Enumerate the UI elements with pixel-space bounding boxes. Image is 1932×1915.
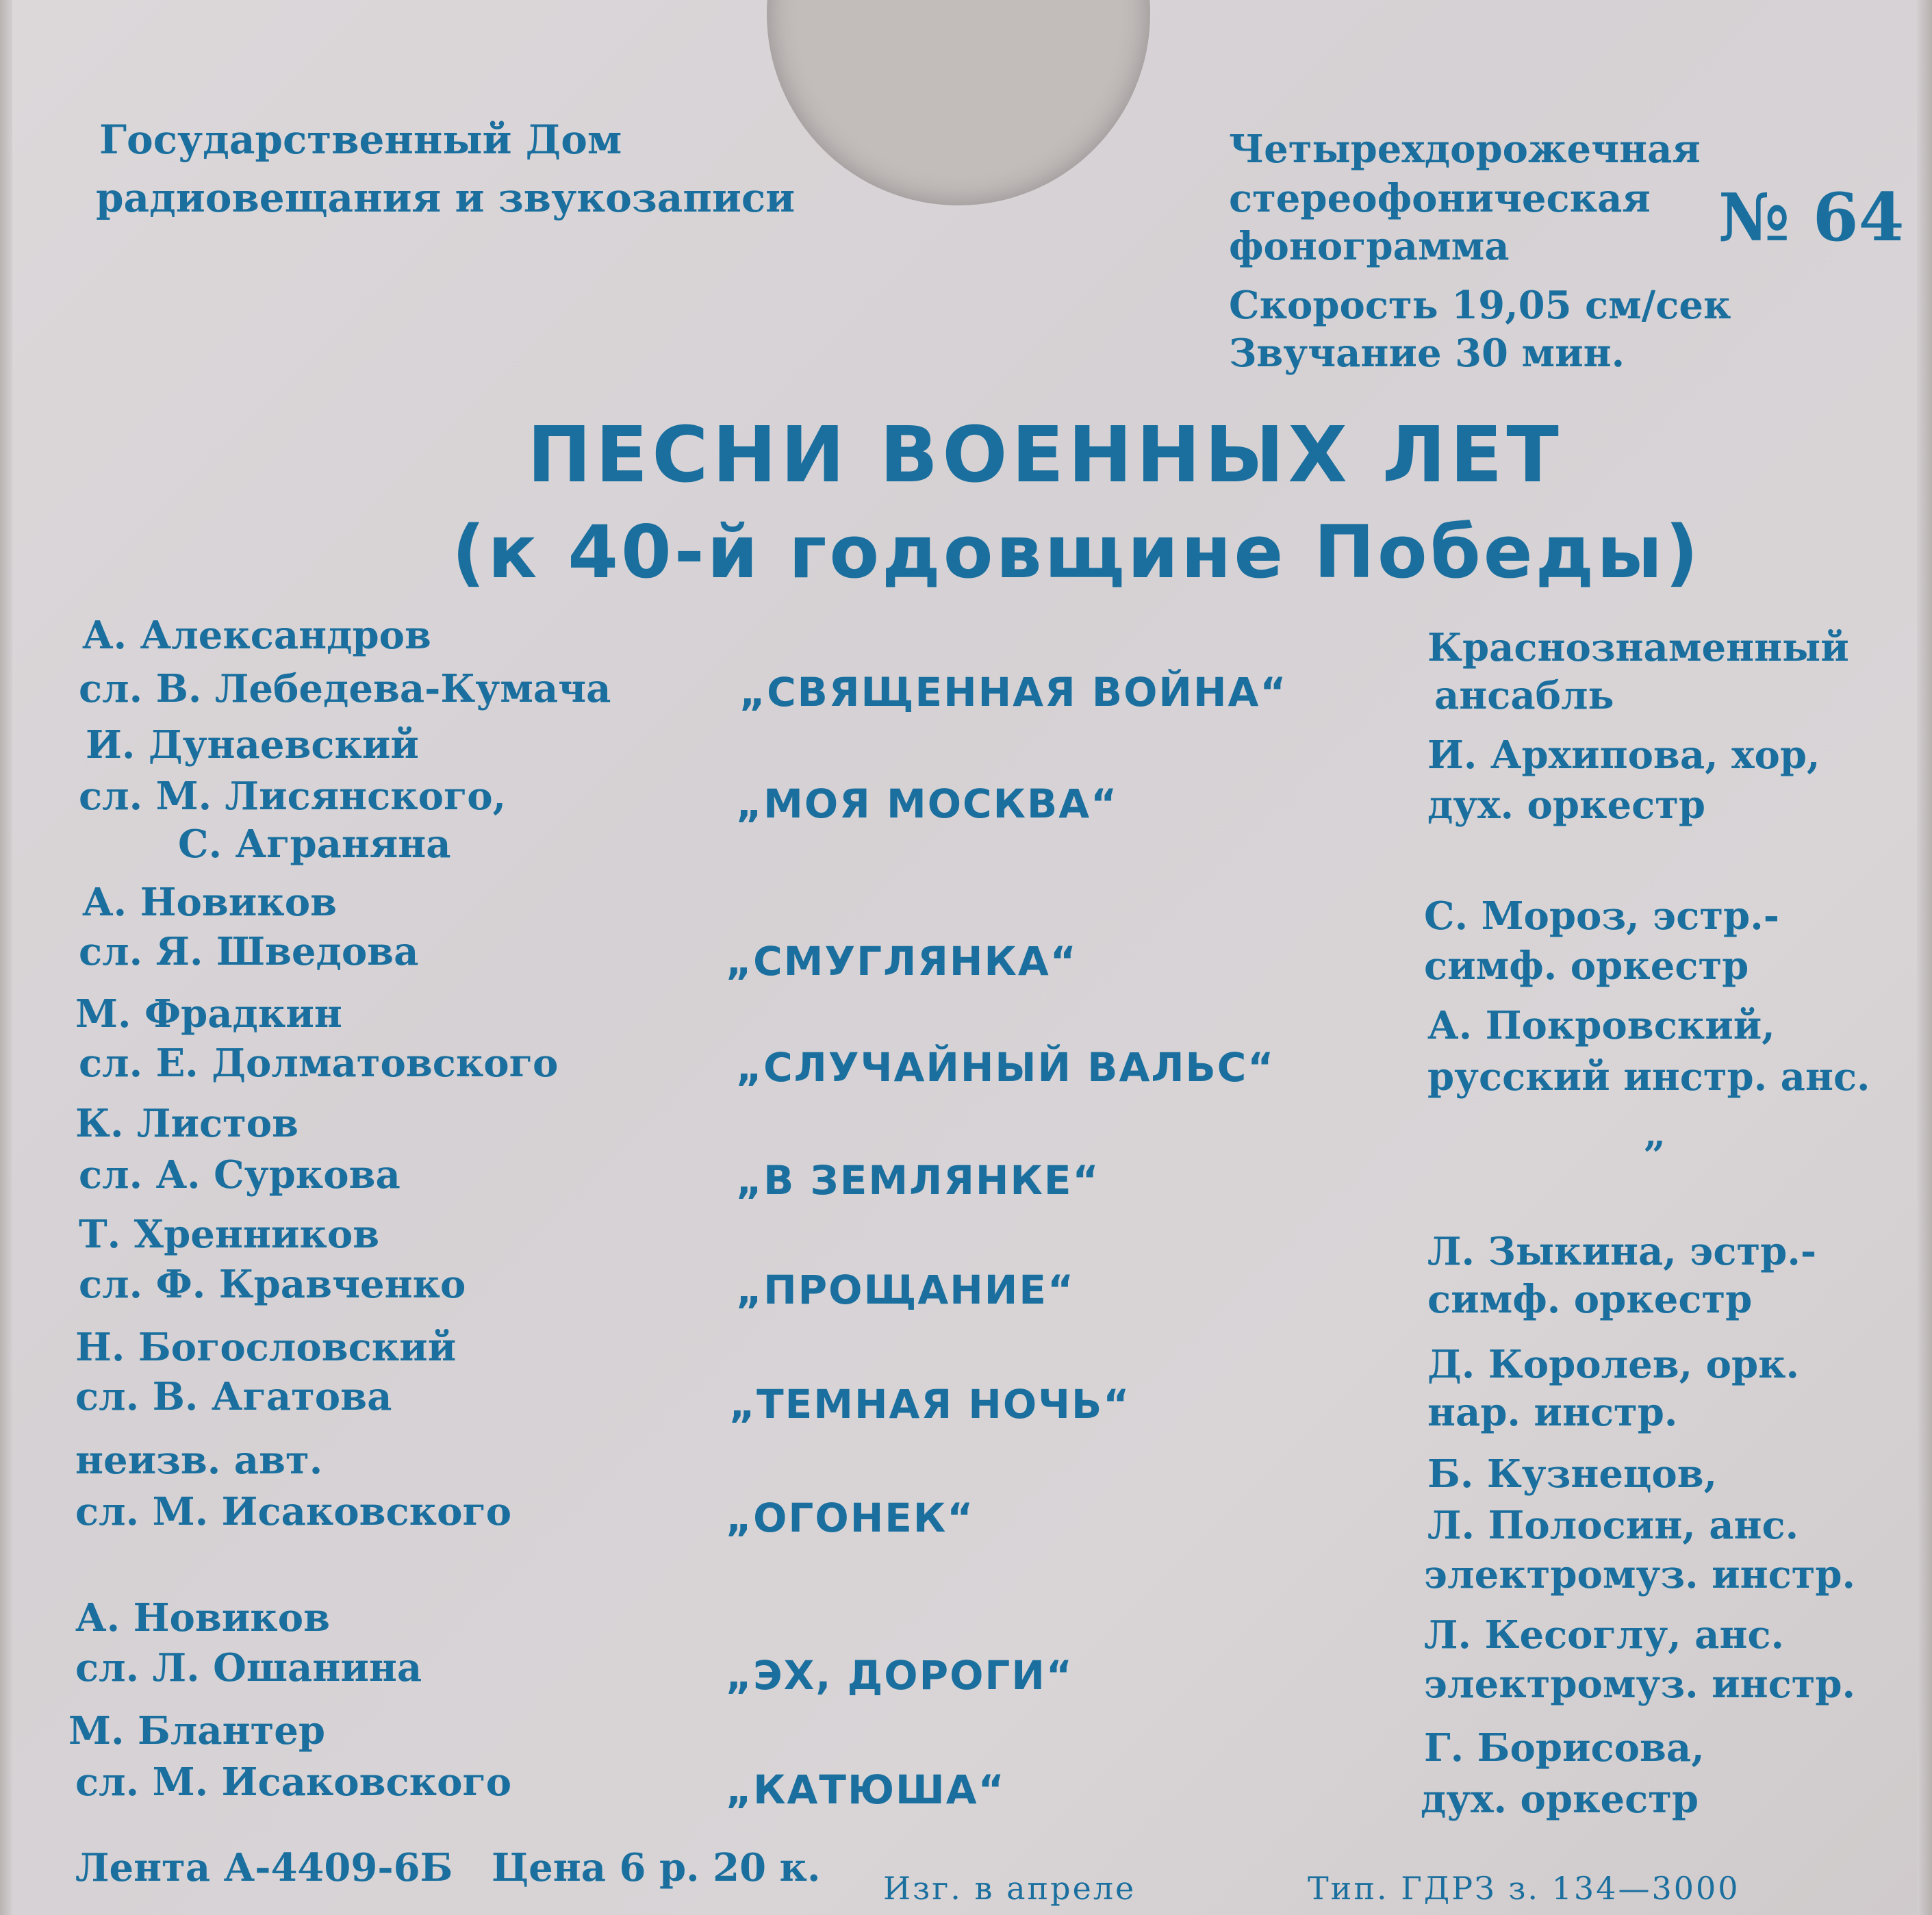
album-title: ПЕСНИ ВОЕННЫХ ЛЕТ	[527, 411, 1563, 500]
track-performer: А. Покровский,	[1427, 1003, 1775, 1048]
track-performer: С. Мороз, эстр.-	[1424, 893, 1779, 939]
publisher-line-2: радиовещания и звукозаписи	[96, 175, 796, 221]
track-song-title: „ОГОНЕК“	[726, 1495, 975, 1541]
duration-text: Звучание 30 мин.	[1229, 331, 1625, 376]
printer-info: Тип. ГДРЗ з. 134—3000	[1308, 1870, 1740, 1907]
sleeve-thumb-cutout	[767, 0, 1150, 205]
track-performer: электромуз. инстр.	[1424, 1662, 1856, 1707]
tape-code: Лента А-4409-6Б	[75, 1845, 453, 1890]
track-performer: дух. оркестр	[1427, 783, 1706, 828]
track-lyricist: сл. В. Лебедева-Кумача	[79, 666, 611, 711]
track-lyricist: сл. В. Агатова	[75, 1374, 392, 1419]
track-composer: А. Новиков	[75, 1595, 331, 1640]
format-line-3: фонограмма	[1229, 224, 1510, 269]
track-performer: симф. оркестр	[1427, 1277, 1753, 1322]
track-performer: Г. Борисова,	[1424, 1725, 1705, 1771]
track-composer: Н. Богословский	[75, 1325, 457, 1370]
track-lyricist: сл. М. Лисянского,	[79, 774, 507, 819]
catalog-number: № 64	[1718, 179, 1905, 256]
track-composer: Т. Хренников	[79, 1212, 380, 1257]
track-performer: Б. Кузнецов,	[1427, 1451, 1718, 1497]
track-performer: русский инстр. анс.	[1427, 1054, 1870, 1100]
track-lyricist: сл. Я. Шведова	[79, 929, 419, 974]
track-composer: А. Александров	[82, 613, 431, 658]
track-composer: А. Новиков	[82, 880, 338, 925]
sleeve-left-edge	[0, 0, 12, 1915]
speed-text: Скорость 19,05 см/сек	[1229, 283, 1731, 328]
track-song-title: „СВЯЩЕННАЯ ВОЙНА“	[739, 669, 1288, 715]
track-performer: Д. Королев, орк.	[1427, 1342, 1800, 1387]
track-lyricist: сл. Ф. Кравченко	[79, 1262, 466, 1307]
manufacture-date: Изг. в апреле	[883, 1870, 1136, 1907]
track-performer: И. Архипова, хор,	[1427, 733, 1820, 778]
track-composer: М. Фрадкин	[75, 991, 342, 1037]
track-performer: дух. оркестр	[1421, 1777, 1699, 1822]
track-song-title: „МОЯ МОСКВА“	[736, 781, 1119, 827]
price: Цена 6 р. 20 к.	[492, 1845, 821, 1890]
track-composer: неизв. авт.	[75, 1438, 323, 1483]
track-song-title: „ЭХ, ДОРОГИ“	[726, 1652, 1074, 1699]
format-line-2: стереофоническая	[1229, 176, 1651, 221]
track-performer: Краснознаменный	[1427, 625, 1849, 670]
track-performer: симф. оркестр	[1424, 943, 1749, 989]
track-performer: нар. инстр.	[1427, 1390, 1678, 1435]
track-performer: Л. Кесоглу, анс.	[1424, 1612, 1785, 1658]
track-composer: М. Блантер	[68, 1708, 326, 1753]
track-lyricist: сл. М. Исаковского	[75, 1760, 512, 1805]
track-song-title: „В ЗЕМЛЯНКЕ“	[736, 1157, 1100, 1204]
track-song-title: „КАТЮША“	[726, 1766, 1006, 1813]
track-composer: К. Листов	[75, 1101, 299, 1146]
track-song-title: „СЛУЧАЙНЫЙ ВАЛЬС“	[736, 1044, 1275, 1091]
track-lyricist: сл. Е. Долматовского	[79, 1041, 559, 1086]
track-performer-ditto: ”	[1643, 1133, 1666, 1178]
track-performer: ансабль	[1434, 673, 1614, 718]
track-performer: Л. Зыкина, эстр.-	[1427, 1229, 1817, 1274]
track-song-title: „СМУГЛЯНКА“	[726, 938, 1078, 985]
track-lyricist: сл. А. Суркова	[79, 1152, 401, 1197]
album-subtitle: (к 40-й годовщине Победы)	[452, 510, 1701, 594]
track-song-title: „ТЕМНАЯ НОЧЬ“	[729, 1381, 1131, 1428]
track-lyricist-2: С. Аграняна	[178, 822, 451, 867]
track-lyricist: сл. М. Исаковского	[75, 1489, 512, 1534]
format-line-1: Четырехдорожечная	[1229, 127, 1701, 172]
track-performer: Л. Полосин, анс.	[1427, 1503, 1799, 1548]
sleeve-right-edge	[1917, 0, 1932, 1915]
publisher-line-1: Государственный Дом	[99, 116, 622, 163]
track-song-title: „ПРОЩАНИЕ“	[736, 1267, 1076, 1313]
track-performer: электромуз. инстр.	[1424, 1552, 1856, 1597]
track-lyricist: сл. Л. Ошанина	[75, 1645, 422, 1690]
track-composer: И. Дунаевский	[86, 722, 419, 768]
